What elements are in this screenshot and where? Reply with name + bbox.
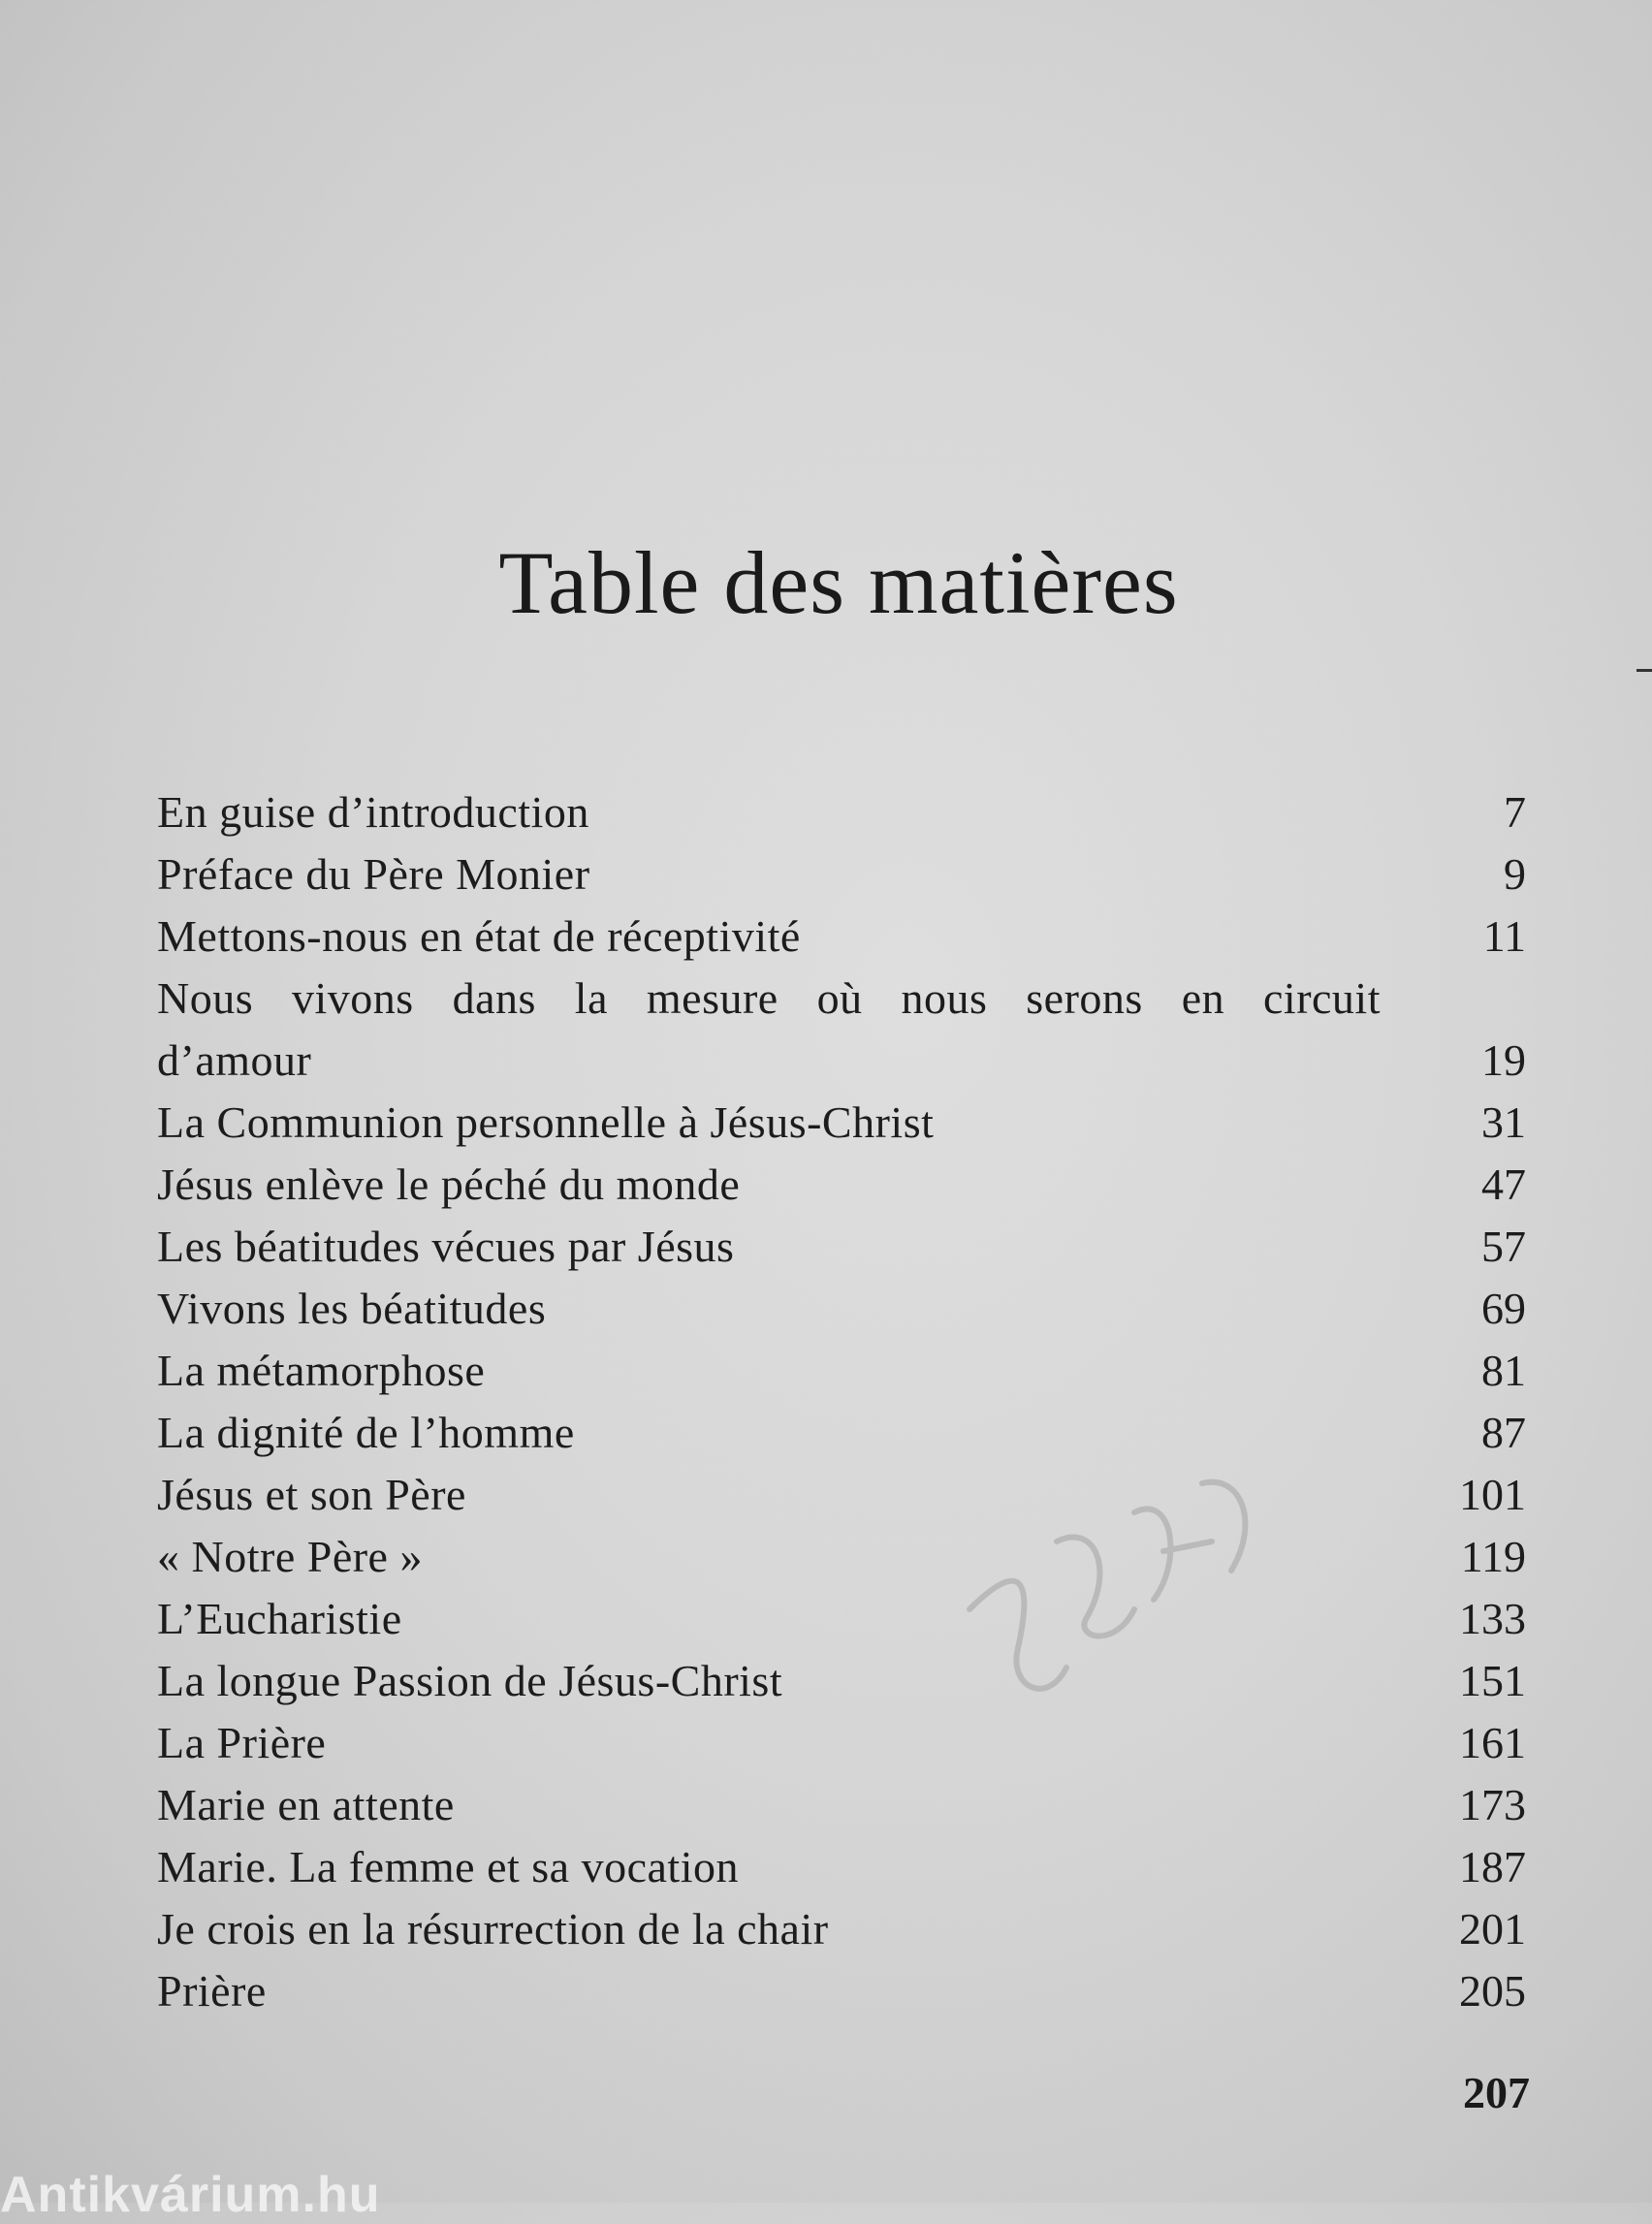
- toc-entry: [157, 1712, 1526, 1774]
- toc-entry-page: 11: [1482, 911, 1526, 961]
- toc-entry-page: 161: [1459, 1718, 1526, 1767]
- toc-entry-title: La longue Passion de Jésus-Christ: [157, 1656, 783, 1705]
- toc-entry: [157, 1898, 1526, 1960]
- toc-entry-title: Vivons les béatitudes: [157, 1284, 547, 1333]
- toc-entry-page: 87: [1481, 1408, 1526, 1457]
- toc-entry: [157, 1774, 1526, 1836]
- toc-entry-page: 101: [1459, 1470, 1526, 1519]
- toc-entry: [157, 1960, 1526, 2022]
- toc-entry-title: L’Eucharistie: [157, 1594, 402, 1643]
- toc-entry-page: 119: [1460, 1532, 1526, 1581]
- toc-entry-page: 81: [1481, 1346, 1526, 1395]
- toc-entry: [157, 1650, 1526, 1712]
- toc-entry: [157, 1526, 1526, 1588]
- toc-entry-title: La métamorphose: [157, 1346, 486, 1395]
- toc-entry-page: 69: [1481, 1284, 1526, 1333]
- toc-entry-title: Marie. La femme et sa vocation: [157, 1842, 739, 1891]
- toc-entry-title: Préface du Père Monier: [157, 849, 590, 899]
- toc-entry: [157, 1402, 1526, 1464]
- toc-entry: [157, 1464, 1526, 1526]
- toc-entry-page: 7: [1504, 787, 1526, 837]
- toc-entry-title: Mettons-nous en état de réceptivité: [157, 911, 801, 961]
- page-number: 207: [1463, 2068, 1530, 2117]
- toc-entry-page: 173: [1459, 1780, 1526, 1829]
- toc-entry: [157, 1340, 1526, 1402]
- toc-entry: [157, 1588, 1526, 1650]
- table-of-contents: [157, 781, 1526, 2022]
- toc-entry: [157, 1216, 1526, 1278]
- watermark: Antikvárium.hu: [0, 2167, 381, 2223]
- toc-entry-title: Prière: [157, 1966, 267, 2016]
- toc-entry: [157, 781, 1526, 843]
- page-title: Table des matières: [498, 533, 1179, 632]
- pencil-scribble-icon: [950, 1454, 1280, 1745]
- toc-entry-title: La Prière: [157, 1718, 327, 1767]
- toc-entry-title: La Communion personnelle à Jésus-Christ: [157, 1097, 935, 1147]
- toc-entry-page: 201: [1459, 1904, 1526, 1954]
- toc-entry-page: 151: [1459, 1656, 1526, 1705]
- toc-entry-title: Les béatitudes vécues par Jésus: [157, 1222, 735, 1271]
- toc-entry-page: 57: [1481, 1222, 1526, 1271]
- edge-mark: [1636, 669, 1652, 672]
- toc-entry-title: Nous vivons dans la mesure où nous serons en circuit d’amour: [157, 973, 1381, 1085]
- toc-entry-title: La dignité de l’homme: [157, 1408, 575, 1457]
- toc-entry-page: 133: [1459, 1594, 1526, 1643]
- toc-entry-page: 205: [1459, 1966, 1526, 2016]
- toc-entry-page: 47: [1481, 1160, 1526, 1209]
- toc-entry-title: « Notre Père »: [157, 1532, 423, 1581]
- toc-entry-title: Je crois en la résurrection de la chair: [157, 1904, 829, 1954]
- toc-entry-title: En guise d’introduction: [157, 787, 589, 837]
- toc-entry-page: 19: [1481, 1035, 1526, 1085]
- toc-entry: [157, 1278, 1526, 1340]
- toc-entry-title: Jésus et son Père: [157, 1470, 466, 1519]
- toc-entry: [157, 968, 1526, 1092]
- toc-entry-title: Jésus enlève le péché du monde: [157, 1160, 741, 1209]
- toc-entry: [157, 843, 1526, 905]
- toc-entry-title: Marie en attente: [157, 1780, 455, 1829]
- toc-entry-page: 9: [1504, 849, 1526, 899]
- toc-entry: [157, 1836, 1526, 1898]
- toc-entry: [157, 1092, 1526, 1154]
- toc-entry-page: 31: [1481, 1097, 1526, 1147]
- toc-entry: [157, 1154, 1526, 1216]
- toc-entry-page: 187: [1459, 1842, 1526, 1891]
- toc-entry: [157, 905, 1526, 968]
